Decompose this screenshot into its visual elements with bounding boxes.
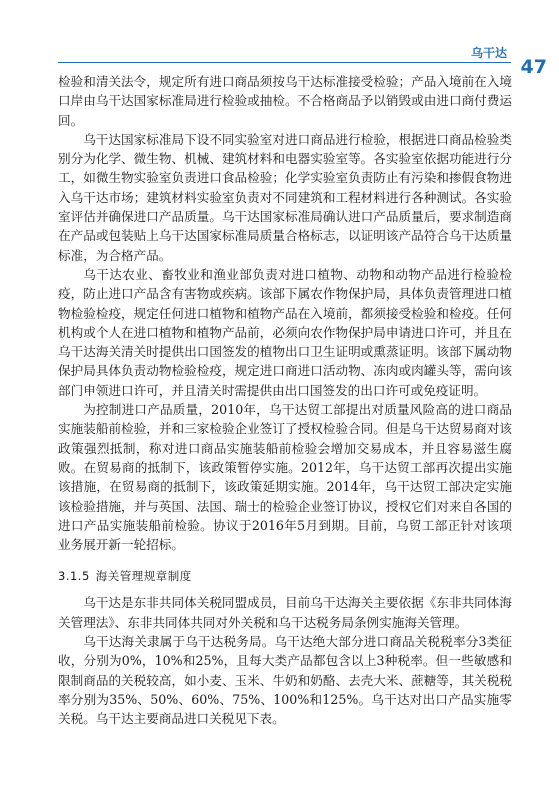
- header-divider: [58, 62, 511, 63]
- section-title: 海关管理规章制度: [95, 569, 192, 584]
- body-paragraph: 乌干达海关隶属于乌干达税务局。乌干达绝大部分进口商品关税税率分3类征收，分别为0%，10%和25%，且每大类产品都包含以上3种税率。但一些敏感和限制商品的关税较高，如小麦、玉米、牛奶和奶酪、去壳大米、蔗糖等，其关税税率分别为35%、50%、60%、75%、100%和125%。乌干达对出口产品实施零关税。乌干达主要商品进口关税见下表。: [58, 634, 512, 727]
- body-paragraph: 乌干达农业、畜牧业和渔业部负责对进口植物、动物和动物产品进行检验检疫，防止进口产品含有害物或疾病。该部下属农作物保护局，具体负责管理进口植物检验检疫，规定任何进口植物和植物产品在入境前，都须接受检验和检疫。任何机构或个人在进口植物和植物产品前，必须向农作物保护局申请进口许可，并且在乌干达海关清关时提供出口国签发的植物出口卫生证明或熏蒸证明。该部下属动物保护局具体负责动物检验检疫，规定进口商进口活动物、冻肉或肉罐头等，需向该部门申领进口许可，并且清关时需提供由出口国签发的出口许可或免疫证明。: [58, 266, 512, 398]
- running-header-title: 乌干达: [470, 46, 507, 60]
- body-paragraph: 检验和清关法令，规定所有进口商品须按乌干达标准接受检验；产品入境前在入境口岸由乌干达国家标准局进行检验或抽检。不合格商品予以销毁或由进口商付费运回。: [58, 74, 512, 128]
- page-number: 47: [520, 56, 547, 78]
- section-number: 3.1.5: [58, 569, 90, 584]
- section-heading: [58, 568, 512, 584]
- body-paragraph: 为控制进口产品质量，2010年，乌干达贸工部提出对质量风险高的进口商品实施装船前检验，并和三家检验企业签订了授权检验合同。但是乌干达贸易商对该政策强烈抵制，称对进口商品实施装船前检验会增加交易成本，并且容易滋生腐败。在贸易商的抵制下，该政策暂停实施。2012年，乌干达贸工部再次提出实施该措施，在贸易商的抵制下，该政策延期实施。2014年，乌干达贸工部决定实施该检验措施，并与英国、法国、瑞士的检验企业签订协议，授权它们对来自各国的进口产品实施装船前检验。协议于2016年5月到期。目前，乌贸工部正针对该项业务展开新一轮招标。: [58, 402, 512, 553]
- body-paragraph: 乌干达是东非共同体关税同盟成员，目前乌干达海关主要依据《东非共同体海关管理法》、东非共同体共同对外关税和乌干达税务局条例实施海关管理。: [58, 595, 512, 630]
- body-paragraph: 乌干达国家标准局下设不同实验室对进口商品进行检验，根据进口商品检验类别分为化学、微生物、机械、建筑材料和电器实验室等。各实验室依据功能进行分工，如微生物实验室负责进口食品检验；化学实验室负责防止有污染和掺假食物进入乌干达市场；建筑材料实验室负责对不同建筑和工程材料进行各种测试。各实验室评估并确保进口产品质量。乌干达国家标准局确认进口产品质量后，要求制造商在产品或包装贴上乌干达国家标准局质量合格标志，以证明该产品符合乌干达质量标准，为合格产品。: [58, 131, 512, 263]
- page-body: [58, 72, 512, 729]
